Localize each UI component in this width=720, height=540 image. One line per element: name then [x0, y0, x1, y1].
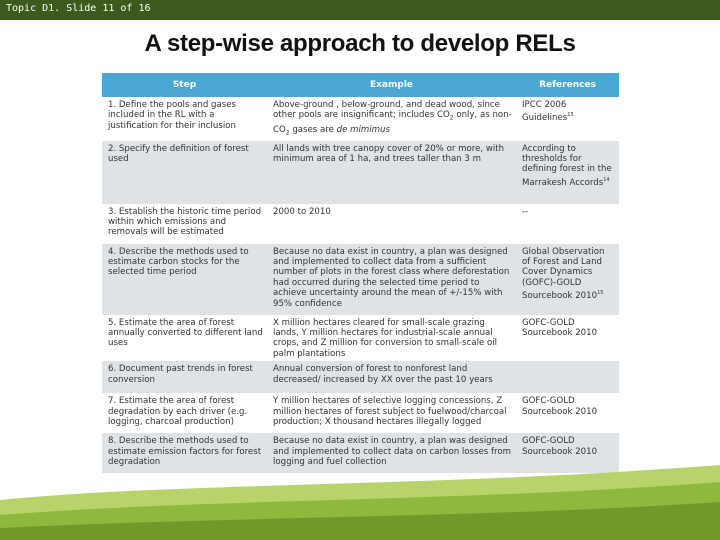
cell-step: 8. Describe the methods used to estimate emission factors for forest degradation — [102, 433, 267, 473]
steps-table-container — [102, 73, 619, 479]
cell-example: Y million hectares of selective logging concessions, Z million hectares of forest subject to fuelwood/charcoal production; X thousand hectares illegally logged — [267, 393, 516, 433]
table-header-row — [102, 73, 619, 97]
cell-step: 4. Describe the methods used to estimate carbon stocks for the selected time period — [102, 244, 267, 315]
cell-step: 3. Establish the historic time period within which emissions and removals will be estimated — [102, 204, 267, 244]
table-row — [102, 315, 619, 362]
header-example: Example — [267, 73, 516, 97]
top-bar — [0, 0, 720, 20]
cell-example: All lands with tree canopy cover of 20% or more, with minimum area of 1 ha, and trees taller than 3 m — [267, 141, 516, 204]
decorative-swoosh — [0, 440, 720, 540]
table-row — [102, 97, 619, 141]
table-body — [102, 97, 619, 473]
cell-step: 6. Document past trends in forest conversion — [102, 361, 267, 393]
page-title: A step-wise approach to develop RELs — [144, 30, 576, 57]
cell-references: GOFC-GOLD Sourcebook 2010 — [516, 315, 619, 362]
cell-references: GOFC-GOLD Sourcebook 2010 — [516, 393, 619, 433]
slide-label: Topic D1. Slide 11 of 16 — [6, 3, 151, 14]
header-step: Step — [102, 73, 267, 97]
table-row — [102, 244, 619, 315]
cell-step: 1. Define the pools and gases included in the RL with a justification for their inclusion — [102, 97, 267, 141]
cell-step: 5. Estimate the area of forest annually converted to different land uses — [102, 315, 267, 362]
cell-example: Above-ground , below-ground, and dead wood, since other pools are insignificant; includes $CO_2$ only, as non-$CO_2$ gases are de mimimus — [267, 97, 516, 141]
cell-references: IPCC 2006 Guidelines$^{13}$ — [516, 97, 619, 141]
header-references: References — [516, 73, 619, 97]
cell-references: -- — [516, 204, 619, 244]
table-row — [102, 141, 619, 204]
cell-references: Global Observation of Forest and Land Cover Dynamics (GOFC)-GOLD Sourcebook 2010$^{15}$ — [516, 244, 619, 315]
cell-step: 7. Estimate the area of forest degradation by each driver (e.g. logging, charcoal production) — [102, 393, 267, 433]
table-row — [102, 361, 619, 393]
cell-example: Because no data exist in country, a plan was designed and implemented to collect data on carbon losses from logging and fuel collection — [267, 433, 516, 473]
steps-table — [102, 73, 619, 473]
cell-example: X million hectares cleared for small-scale grazing lands, Y million hectares for industrial-scale annual crops, and Z million for conversion to small-scale oil palm plantations — [267, 315, 516, 362]
table-row — [102, 393, 619, 433]
cell-references — [516, 361, 619, 393]
cell-references: GOFC-GOLD Sourcebook 2010 — [516, 433, 619, 473]
cell-example: 2000 to 2010 — [267, 204, 516, 244]
table-row — [102, 204, 619, 244]
cell-example: Annual conversion of forest to nonforest land decreased/ increased by XX over the past 10 years — [267, 361, 516, 393]
cell-references: According to thresholds for defining forest in the Marrakesh Accords$^{14}$ — [516, 141, 619, 204]
cell-step: 2. Specify the definition of forest used — [102, 141, 267, 204]
cell-example: Because no data exist in country, a plan was designed and implemented to collect data from a sufficient number of plots in the forest class where deforestation had occurred during the selected time period to achieve uncertainty around the mean of +/-15% with 95% confidence — [267, 244, 516, 315]
